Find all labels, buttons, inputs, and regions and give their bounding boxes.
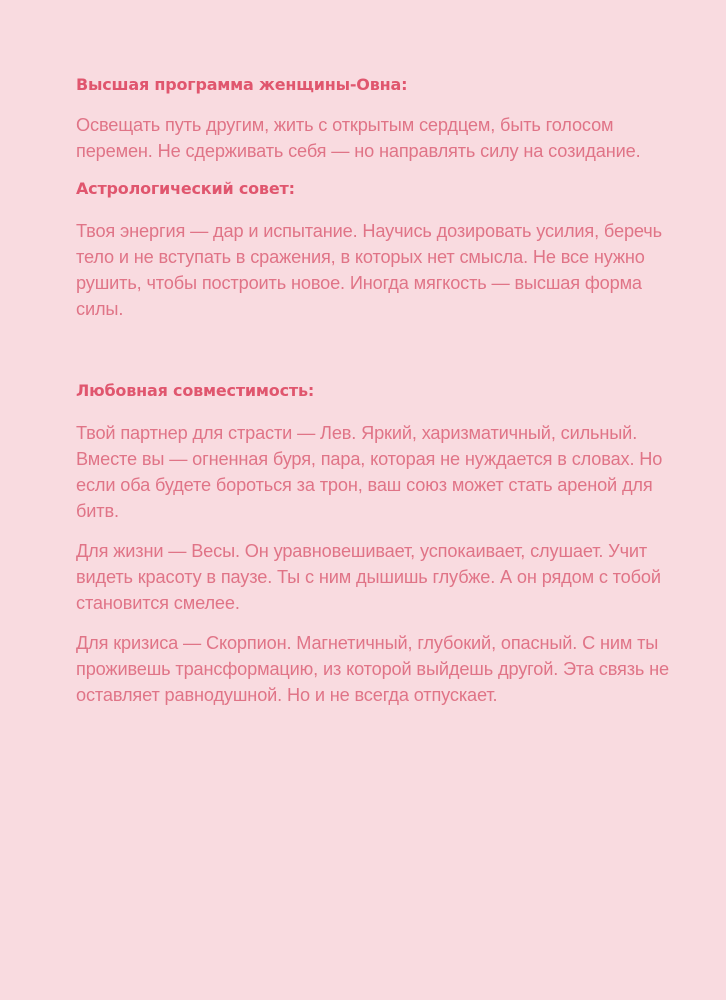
section-love-compatibility [76, 378, 676, 708]
section-heading: Любовная совместимость: [76, 381, 315, 400]
section-paragraph: Освещать путь другим, жить с открытым сердцем, быть голосом перемен. Не сдерживать себя — но направлять силу на созидание. [76, 115, 641, 161]
compatibility-life-paragraph: Для жизни — Весы. Он уравновешивает, успокаивает, слушает. Учит видеть красоту в паузе. Ты с ним дышишь глубже. А он рядом с тобой становится смелее. [76, 541, 661, 613]
section-highest-program [76, 72, 676, 164]
compatibility-passion-paragraph: Твой партнер для страсти — Лев. Яркий, харизматичный, сильный. Вместе вы — огненная буря, пара, которая не нуждается в словах. Но если оба будете бороться за трон, ваш союз может стать ареной для битв. [76, 423, 663, 521]
section-astrological-advice [76, 176, 676, 322]
section-heading: Астрологический совет: [76, 179, 295, 198]
section-paragraph: Твоя энергия — дар и испытание. Научись дозировать усилия, беречь тело и не вступать в сражения, в которых нет смысла. Не все нужно рушить, чтобы построить новое. Иногда мягкость — высшая форма силы. [76, 221, 662, 319]
page-content [76, 72, 676, 708]
section-heading: Высшая программа женщины-Овна: [76, 75, 408, 94]
compatibility-crisis-paragraph: Для кризиса — Скорпион. Магнетичный, глубокий, опасный. С ним ты проживешь трансформацию, из которой выйдешь другой. Эта связь не оставляет равнодушной. Но и не всегда отпускает. [76, 633, 670, 705]
